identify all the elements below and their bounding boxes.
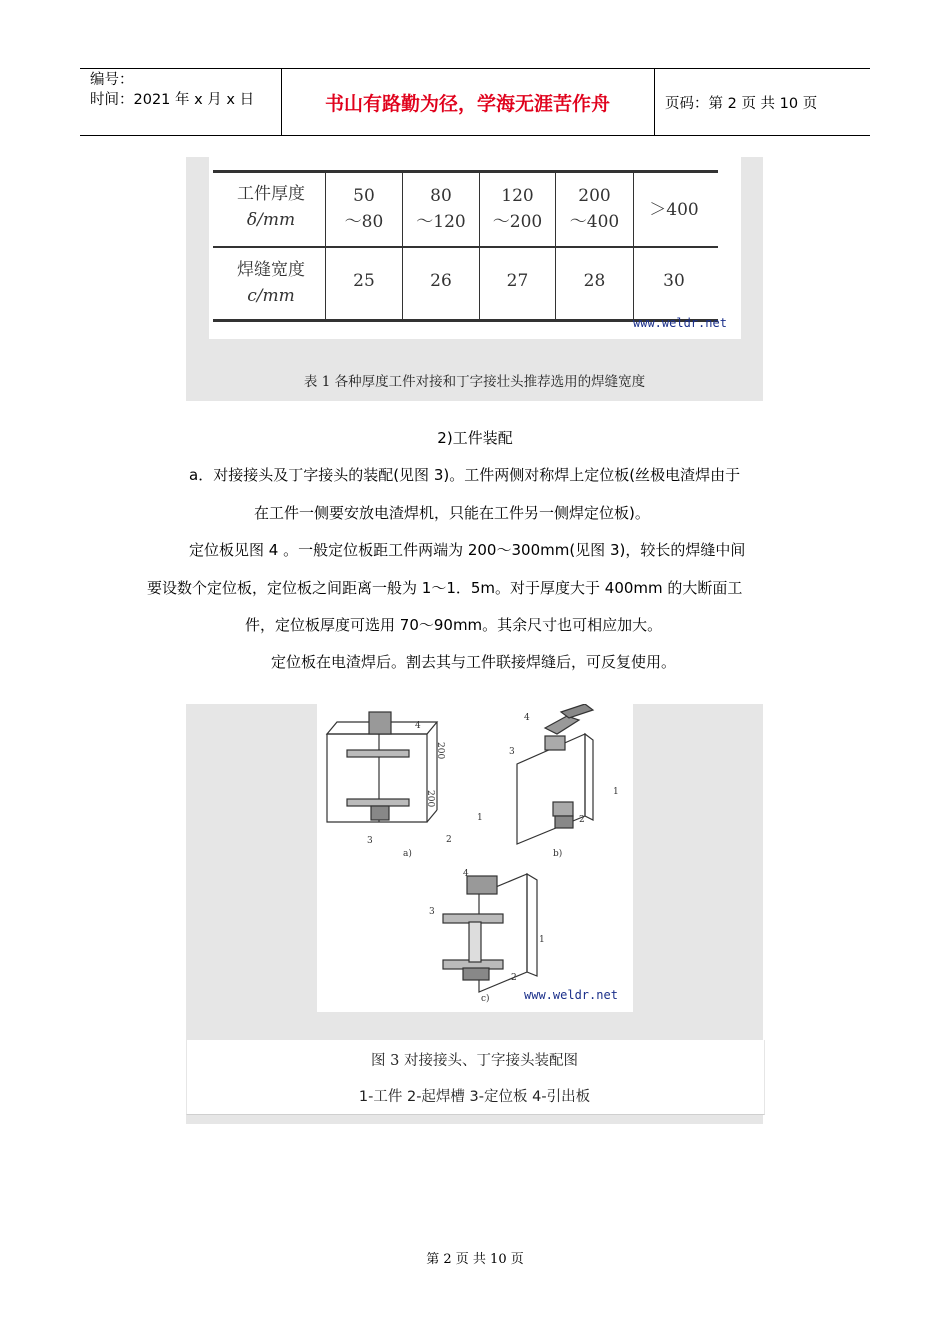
figure3-image	[317, 704, 633, 1012]
table1-cell: 26	[430, 271, 452, 291]
time-label: 时间：2021 年 x 月 x 日	[90, 92, 255, 108]
table1-cell-top: 80	[430, 186, 452, 206]
figure3-caption-line1: 图 3 对接接头、丁字接头装配图	[371, 1053, 578, 1069]
plate-b-upper	[545, 716, 579, 734]
header-page-label: 页码：第 2 页 共 10 页	[665, 96, 818, 112]
paragraph-line: 在工件一侧要安放电渣焊机，只能在工件另一侧焊定位板)。	[254, 504, 650, 522]
svg-text:2: 2	[579, 815, 585, 825]
table1-row2-head-line2: c/mm	[247, 286, 295, 306]
table1-cell-bottom: ～400	[569, 212, 620, 232]
header-bottom-rule	[80, 135, 870, 136]
block-a-bottom	[371, 806, 389, 820]
table1-cell	[634, 197, 714, 223]
figure3-label-a: a)	[403, 849, 412, 859]
table1-watermark: www.weldr.net	[633, 316, 727, 330]
paragraph-line: 定位板在电渣焊后。割去其与工件联接焊缝后，可反复使用。	[271, 653, 677, 671]
table1-cell: 27	[506, 271, 529, 291]
bar-a-upper	[347, 750, 409, 757]
paragraph-line: 要设数个定位板，定位板之间距离一般为 1～1．5m。对于厚度大于 400mm 的大断面工	[147, 579, 743, 597]
table1-row2-head	[217, 257, 325, 309]
table1-cell-top: 200	[578, 186, 611, 206]
bar-a-lower	[347, 799, 409, 806]
svg-text:1: 1	[613, 787, 619, 797]
svg-text:2: 2	[511, 973, 517, 983]
paragraph-line: 件，定位板厚度可选用 70～90mm。其余尺寸也可相应加大。	[245, 616, 663, 634]
number-label: 编号：	[90, 72, 134, 88]
table1-top-rule	[213, 170, 718, 173]
svg-text:2: 2	[446, 835, 452, 845]
plate-a-top	[369, 712, 391, 734]
svg-text:3: 3	[509, 747, 515, 757]
paragraph-line: a．对接接头及丁字接头的装配(见图 3)。工件两侧对称焊上定位板(丝极电渣焊由于	[189, 466, 741, 484]
svg-text:4: 4	[524, 713, 530, 723]
svg-text:4: 4	[463, 869, 469, 879]
table1-cell: 28	[583, 271, 606, 291]
table1-cell	[556, 183, 633, 235]
table1-cell-top: 50	[353, 186, 375, 206]
header-motto: 书山有路勤为径，学海无涯苦作舟	[324, 93, 610, 115]
table1-cell-top: ＞400	[649, 200, 699, 220]
svg-text:3: 3	[429, 907, 435, 917]
svg-text:3: 3	[367, 836, 373, 846]
table1-col-rule	[633, 171, 634, 321]
page-footer: 第 2 页 共 10 页	[426, 1252, 524, 1267]
figure3-dim-2: 200	[425, 790, 435, 808]
table1-cell-bottom: ～200	[492, 212, 543, 232]
table1-cell-top: 120	[501, 186, 534, 206]
figure3-label-c: c)	[481, 994, 490, 1004]
header-meta	[90, 70, 254, 110]
header-divider-right	[654, 68, 655, 136]
table1-row1-head-line1: 工件厚度	[237, 184, 305, 204]
table1-image	[209, 157, 741, 339]
plate-c-top	[467, 876, 497, 894]
table1-cell	[480, 183, 555, 235]
figure3-drawing	[317, 704, 633, 1012]
table1-cell: 30	[663, 271, 685, 291]
svg-text:1: 1	[539, 935, 545, 945]
svg-text:4: 4	[415, 721, 421, 731]
paragraph-line: 定位板见图 4 。一般定位板距工件两端为 200～300mm(见图 3)，较长的焊缝中间	[189, 541, 746, 559]
table1-cell	[326, 183, 402, 235]
table1-row2-head-line1: 焊缝宽度	[237, 260, 305, 280]
table1-cell-bottom: ～120	[416, 212, 466, 232]
table1-cell: 25	[353, 271, 375, 291]
figure3-dim-1: 200	[435, 742, 445, 760]
table1-cell	[403, 183, 479, 235]
figure3-label-b: b)	[553, 849, 563, 859]
table1-cell-bottom: ～80	[344, 212, 384, 232]
table1-caption: 表 1 各种厚度工件对接和丁字接壮头推荐选用的焊缝宽度	[303, 374, 646, 390]
figure3-caption-line2: 1-工件 2-起焊槽 3-定位板 4-引出板	[358, 1089, 591, 1105]
svg-text:1: 1	[477, 813, 483, 823]
header-top-rule	[80, 68, 870, 69]
table1-row1-head-line2: δ/mm	[246, 210, 296, 230]
figure3-watermark: www.weldr.net	[524, 988, 618, 1002]
table1-mid-rule	[213, 246, 718, 248]
section-title: 2)工件装配	[437, 429, 513, 447]
table1-row1-head	[217, 181, 325, 233]
